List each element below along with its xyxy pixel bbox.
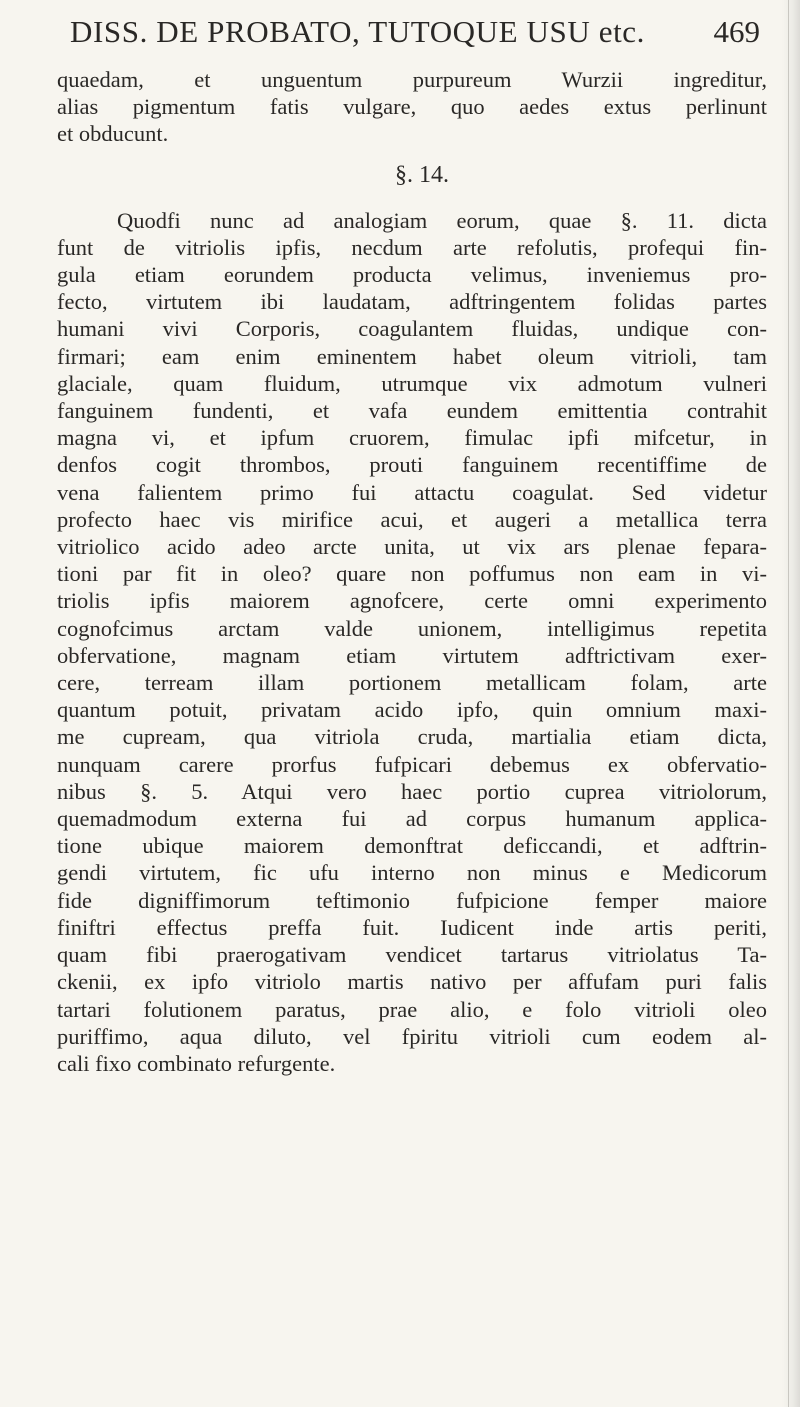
- text-line: firmari; eam enim eminentem habet oleum vitrioli, tam: [57, 343, 767, 369]
- page-number: 469: [713, 14, 760, 49]
- text-line: fide digniffimorum teftimonio fufpicione femper maiore: [57, 887, 767, 913]
- text-line: gula etiam eorundem productа velimus, inveniemus pro-: [57, 262, 767, 288]
- page-header: [70, 14, 760, 58]
- text-line: fecto, virtutem ibi laudatam, adftringentem folidas partes: [57, 289, 767, 315]
- text-line: fanguinem fundenti, et vafa eundem emittentia contrahit: [57, 398, 767, 424]
- text-line: tione ubique maiorem demonftrat deficcandi, et adftrin-: [57, 833, 767, 859]
- text-line: nunquam carere prorfus fufpicari debemus ex obfervatio-: [57, 751, 767, 777]
- text-line: alias pigmentum fatis vulgare, quo aedes extus perlinunt: [57, 94, 767, 120]
- text-line: cognofcimus arctam valde unionem, intelligimus repetita: [57, 615, 767, 641]
- text-line: quaedam, et unguentum purpureum Wurzii ingreditur,: [57, 67, 767, 92]
- text-line: tioni par fit in oleo? quare non poffumus non eam in vi-: [57, 561, 767, 587]
- text-line: cali fixo combinato refurgente.: [57, 1050, 336, 1076]
- text-line: quantum potuit, privatam acido ipfo, quin omnium maxi-: [57, 697, 767, 723]
- page-edge: [782, 0, 800, 1407]
- text-line: profecto haec vis mirifice acui, et augeri a metallica terra: [57, 506, 767, 532]
- text-line: cere, terream illam portionem metallicam folam, arte: [57, 670, 767, 696]
- text-line: triolis ipfis maiorem agnofcere, certe omni experimento: [57, 588, 767, 614]
- text-line: finiftri effectus preffa fuit. Iudicent inde artis periti,: [57, 914, 767, 940]
- text-line: gendi virtutem, fic ufu interno non minus e Medicorum: [57, 860, 767, 886]
- text-line: ckenii, ex ipfo vitriolo martis nativo per affufam puri falis: [57, 969, 767, 995]
- text-line: humani vivi Corporis, coagulantem fluidas, undique con-: [57, 316, 767, 342]
- text-line: glaciale, quam fluidum, utrumque vix admotum vulneri: [57, 370, 767, 396]
- text-line: me cupream, qua vitriola cruda, martialia etiam dicta,: [57, 724, 767, 750]
- text-line: quam fibi praerogativam vendicet tartarus vitriolatus Ta-: [57, 942, 767, 968]
- text-line: et obducunt.: [57, 121, 169, 147]
- text-line: nibus §. 5. Atqui vero haec portio cuprea vitriolorum,: [57, 778, 767, 804]
- text-line: denfos cogit thrombos, prouti fanguinem recentiffime de: [57, 452, 767, 478]
- text-line: vitriolico acido adeo arcte unita, ut vix ars plenae fepara-: [57, 534, 767, 560]
- text-line: funt de vitriolis ipfis, necdum arte refolutis, profequi fin-: [57, 234, 767, 260]
- text-line: magna vi, et ipfum cruorem, fimulac ipfi mifcetur, in: [57, 425, 767, 451]
- text-line: tartari folutionem paratus, prae alio, e folo vitrioli oleo: [57, 996, 767, 1022]
- body-text: [57, 66, 767, 1077]
- text-line: Quodfi nunc ad analogiam eorum, quae §. 11. dicta: [117, 207, 767, 233]
- text-line: puriffimo, aqua diluto, vel fpiritu vitrioli cum eodem al-: [57, 1023, 767, 1049]
- text-line: obfervatione, magnam etiam virtutem adftrictivam exer-: [57, 642, 767, 668]
- paragraph-2: [57, 207, 767, 1078]
- text-line: quemadmodum externa fui ad corpus humanum applica-: [57, 806, 767, 832]
- running-title: DISS. DE PROBATO, TUTOQUE USU etc.: [70, 14, 645, 49]
- section-heading: §. 14.: [395, 161, 449, 188]
- text-line: vena falientem primo fui attactu coagulat. Sed videtur: [57, 479, 767, 505]
- paragraph-1: [57, 66, 767, 148]
